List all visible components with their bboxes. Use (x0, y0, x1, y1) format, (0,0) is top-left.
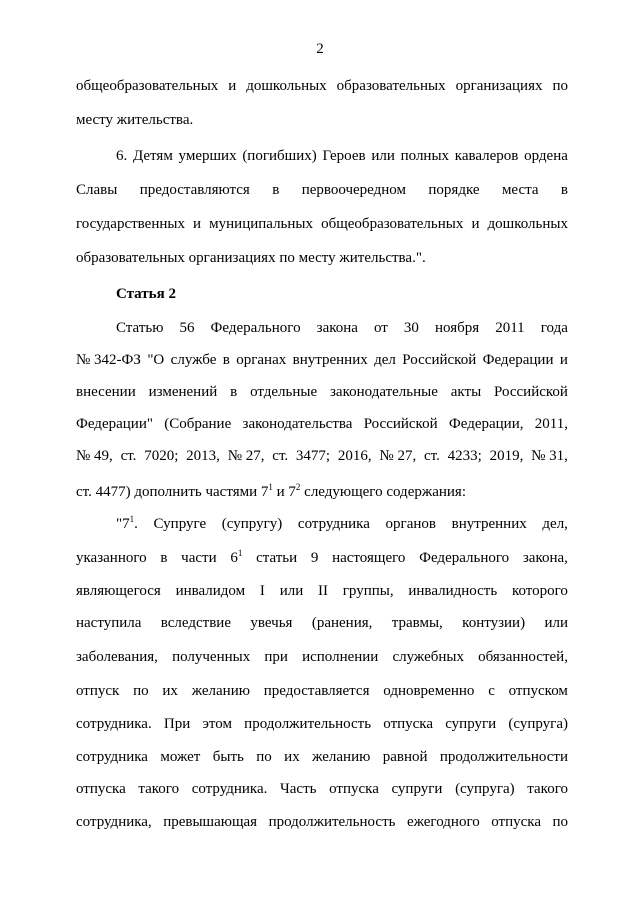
word: инвалидом (175, 583, 246, 599)
word: закона, (522, 550, 568, 566)
word: № 342-ФЗ (76, 352, 141, 368)
page-number: 2 (316, 41, 324, 57)
word: и (228, 78, 237, 94)
word: в (230, 384, 238, 400)
text-line (76, 581, 568, 601)
text-run: . (134, 516, 138, 532)
word: их (162, 683, 178, 699)
word: вследствие (160, 615, 231, 631)
word: муниципальных (209, 216, 314, 232)
word: по (256, 749, 272, 765)
text-line (76, 214, 568, 234)
word: продолжительности (439, 749, 568, 765)
word: порядке (428, 182, 480, 198)
word: ежегодного (406, 814, 480, 830)
word: (супругу) (221, 516, 283, 532)
word: закона (316, 320, 358, 336)
word: Федерации, (448, 416, 524, 432)
text-line (76, 482, 568, 502)
text-line (76, 110, 568, 130)
word: или (371, 148, 395, 164)
word: инвалидность (408, 583, 498, 599)
word: отпуск (76, 683, 120, 699)
text-run: ст. 4477) дополнить частями 7 (76, 484, 269, 500)
word: наступила (76, 615, 142, 631)
word: этом (202, 716, 232, 732)
word: такого (527, 781, 568, 797)
word: желанию (191, 683, 250, 699)
text-line (76, 812, 568, 832)
word: заболевания, (76, 649, 158, 665)
word: может (160, 749, 201, 765)
word: превышающая (163, 814, 258, 830)
word: При (163, 716, 191, 732)
word: Российской (363, 416, 438, 432)
word: (Собрание (164, 416, 232, 432)
word: увечья (250, 615, 293, 631)
word: государственных (76, 216, 185, 232)
word: (ранения, (311, 615, 373, 631)
text-line (76, 613, 568, 633)
word: № 49, (76, 448, 113, 464)
word: 2013, (186, 448, 220, 464)
superscript: 2 (295, 482, 301, 492)
word: 2019, (489, 448, 524, 464)
word: № 27, (227, 448, 265, 464)
word: 7020; (144, 448, 179, 464)
word: Статью (116, 320, 164, 336)
word: супруги (445, 716, 497, 732)
word: и (193, 216, 202, 232)
word: Федерального (210, 320, 301, 336)
word: акты (450, 384, 482, 400)
word: 2011 (495, 320, 525, 336)
text-line (76, 180, 568, 200)
text-line (116, 514, 568, 534)
word: сотрудника (297, 516, 370, 532)
word: Часть (280, 781, 317, 797)
word: продолжительность (268, 814, 396, 830)
word: отпуска (329, 781, 379, 797)
word: законодательства (242, 416, 353, 432)
word: супруги (391, 781, 443, 797)
word: группы, (342, 583, 394, 599)
word: которого (511, 583, 568, 599)
word: общеобразовательных (76, 78, 219, 94)
text-run: и 7 (272, 484, 296, 500)
text-line (76, 681, 568, 701)
superscript: 1 (268, 482, 273, 492)
text-line (76, 548, 568, 568)
word: при (264, 649, 288, 665)
word: и (471, 216, 480, 232)
word: предоставляется (263, 683, 370, 699)
word: месту жительства. (76, 112, 194, 128)
word: по (552, 78, 568, 94)
word: Детям (132, 148, 173, 164)
word: органов (385, 516, 436, 532)
word: сотрудника. (191, 781, 268, 797)
word: ноября (434, 320, 480, 336)
word: Федерального (419, 550, 510, 566)
word: 2011, (534, 416, 568, 432)
word: ст. (120, 448, 137, 464)
word: II (318, 583, 328, 599)
superscript: 1 (129, 514, 135, 524)
word: изменений (148, 384, 218, 400)
word: образовательных организациях по месту жительства.". (76, 250, 426, 266)
word: контузии) (462, 615, 526, 631)
word: части (181, 550, 217, 566)
word (230, 548, 242, 568)
word: в (560, 182, 568, 198)
word: отпуска (491, 814, 541, 830)
word: дошкольных (246, 78, 327, 94)
word: 4233; (447, 448, 482, 464)
text-line (76, 382, 568, 402)
text-line (76, 747, 568, 767)
word: являющегося (76, 583, 161, 599)
word: (погибших) (242, 148, 317, 164)
word: продолжительность (244, 716, 372, 732)
word: образовательных (336, 78, 446, 94)
word: Российской (494, 384, 568, 400)
word: 2016, (337, 448, 372, 464)
word: места (501, 182, 539, 198)
word: в (160, 550, 168, 566)
text-line (76, 779, 568, 799)
word: сотрудника, (76, 814, 152, 830)
word: отпуском (508, 683, 568, 699)
word: Героев (322, 148, 366, 164)
word: организациях (455, 78, 543, 94)
word: 3477; (295, 448, 331, 464)
word: внесении (76, 384, 136, 400)
word: настоящего (332, 550, 406, 566)
word: "О (147, 352, 165, 368)
word: отпуска (76, 781, 126, 797)
word: предоставляются (139, 182, 250, 198)
word: 56 (179, 320, 195, 336)
word: указанного (76, 550, 147, 566)
word: Федерации (482, 352, 554, 368)
word: полученных (172, 649, 251, 665)
text-line (76, 76, 568, 96)
text-run: следующего содержания: (300, 484, 466, 500)
text-line (76, 414, 568, 434)
text-line (76, 446, 568, 466)
word: № 27, (379, 448, 417, 464)
word: 6. (116, 148, 128, 164)
word: с (488, 683, 495, 699)
superscript: 1 (237, 548, 243, 558)
article-heading (116, 284, 608, 304)
word: 30 (403, 320, 419, 336)
word: одновременно (383, 683, 475, 699)
word: сотрудника (76, 749, 148, 765)
word: года (540, 320, 568, 336)
word: статьи (256, 550, 298, 566)
word: внутренних (451, 516, 527, 532)
word: или (279, 583, 304, 599)
word: Федерации" (76, 416, 153, 432)
word: 9 (310, 550, 319, 566)
word: Супруге (153, 516, 207, 532)
word: внутренних (292, 352, 368, 368)
word: и (559, 352, 568, 368)
word: кавалеров (454, 148, 519, 164)
word: (супруга) (508, 716, 568, 732)
word: ст. (272, 448, 289, 464)
text-line (76, 350, 568, 370)
word: законодательные (329, 384, 438, 400)
word: органах (236, 352, 287, 368)
word: их (284, 749, 300, 765)
word: желанию (312, 749, 371, 765)
word: по (552, 814, 568, 830)
word: Российской (402, 352, 477, 368)
word (116, 514, 138, 534)
word: такого (138, 781, 180, 797)
word: (супруга) (455, 781, 515, 797)
word: отдельные (250, 384, 318, 400)
word: Славы (76, 182, 118, 198)
word: полных (400, 148, 450, 164)
heading-text: Статья 2 (116, 286, 176, 302)
text-line (116, 146, 568, 166)
word: службе (170, 352, 217, 368)
word: равной (382, 749, 428, 765)
text-line (116, 318, 568, 338)
word: или (544, 615, 568, 631)
word: № 31, (531, 448, 568, 464)
text-line (76, 647, 568, 667)
word: отпуска (383, 716, 434, 732)
word: дел, (542, 516, 568, 532)
word: общеобразовательных (321, 216, 464, 232)
word: первоочередном (301, 182, 407, 198)
word: травмы, (391, 615, 443, 631)
word: I (259, 583, 265, 599)
word: сотрудника. (76, 716, 152, 732)
word: умерших (178, 148, 237, 164)
word: ордена (524, 148, 568, 164)
word: от (374, 320, 388, 336)
text-line (76, 248, 568, 268)
text-run: "7 (116, 516, 130, 532)
word: служебных (392, 649, 464, 665)
word: дошкольных (487, 216, 568, 232)
word: в (222, 352, 230, 368)
text-line (76, 714, 568, 734)
word: по (133, 683, 149, 699)
text-run: 6 (230, 550, 238, 566)
word: в (272, 182, 280, 198)
word: обязанностей, (478, 649, 568, 665)
word: быть (212, 749, 244, 765)
word: исполнении (302, 649, 379, 665)
word: дел (374, 352, 396, 368)
word: ст. (424, 448, 440, 464)
